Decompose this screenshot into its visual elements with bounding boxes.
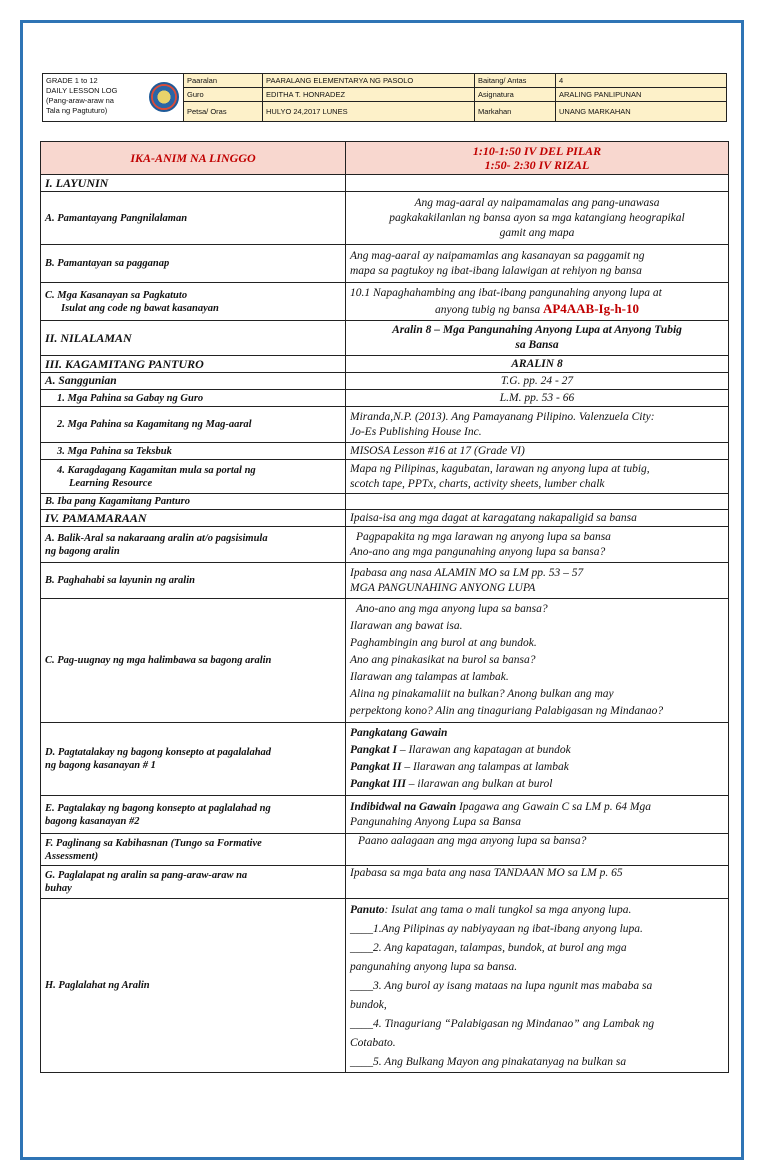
ph-line-2: ____2. Ang kapatagan, talampas, bundok, at burol ang mga: [350, 942, 627, 954]
pc-text-3: Paghambingin ang burol at ang bundok.: [350, 637, 537, 649]
pamamaraan-text: Ipaisa-isa ang mga dagat at karagatang nakapaligid sa bansa: [346, 510, 729, 527]
value-petsa: HULYO 24,2017 LUNES: [263, 102, 475, 122]
nilalaman-text-2: sa Bansa: [515, 339, 559, 351]
pa-label-2: ng bagong aralin: [45, 545, 120, 557]
teksbuk-label: 3. Mga Pahina sa Teksbuk: [41, 443, 346, 460]
pc-text-6: Alina ng pinakamaliit na bulkan? Anong bulkan ang may: [350, 688, 614, 700]
pc-text-2: Ilarawan ang bawat isa.: [350, 620, 463, 632]
s4-text-2: scotch tape, PPTx, charts, activity sheets, lumber chalk: [350, 477, 605, 490]
s2-text-1: Miranda,N.P. (2013). Ang Pamayanang Pilipino. Valenzuela City:: [350, 410, 655, 423]
pf-text: Paano aalagaan ang mga anyong lupa sa bansa?: [346, 834, 729, 866]
pc-text-5: Ilarawan ang talampas at lambak.: [350, 671, 509, 683]
deped-seal-icon: [149, 82, 179, 112]
pe-text-1: Ipagawa ang Gawain C sa LM p. 64 Mga: [456, 800, 651, 813]
pd-label-2: ng bagong kasanayan # 1: [45, 760, 156, 771]
b-text-1: Ang mag-aaral ay naipamamlas ang kasanayan sa paggamit ng: [350, 249, 645, 262]
value-paaralan: PAARALANG ELEMENTARYA NG PASOLO: [263, 74, 475, 88]
kagamitan-text: ARALIN 8: [346, 356, 729, 373]
ph-line-6: ____4. Tinaguriang “Palabigasan ng Mindanao” ang Lambak ng: [350, 1018, 655, 1030]
pg-text: Ipabasa sa mga bata ang nasa TANDAAN MO sa LM p. 65: [346, 866, 729, 899]
panuto-label: Panuto: [350, 904, 385, 916]
pe-label-2: bagong kasanayan #2: [45, 815, 140, 827]
a-text-3: gamit ang mapa: [499, 226, 575, 239]
pa-text-2: Ano-ano ang mga pangunahing anyong lupa sa bansa?: [350, 545, 606, 558]
time-slot-2: 1:50- 2:30 IV RIZAL: [484, 158, 590, 172]
s2-text-2: Jo-Es Publishing House Inc.: [350, 425, 482, 438]
paglalahat-label: H. Paglalahat ng Aralin: [41, 899, 346, 1073]
pangkatang-gawain-title: Pangkatang Gawain: [350, 727, 448, 739]
iba-pang-kagamitan-label: B. Iba pang Kagamitang Panturo: [41, 494, 346, 510]
pc-text-4: Ano ang pinakasikat na burol sa bansa?: [350, 654, 536, 666]
school-block-line-2: DAILY LESSON LOG: [46, 86, 118, 95]
pa-label-1: A. Balik-Aral sa nakaraang aralin at/o pagsisimula: [45, 532, 268, 544]
pg-label-2: buhay: [45, 883, 72, 894]
indibidwal-gawain-label: Indibidwal na Gawain: [350, 800, 457, 813]
school-block-line-1: GRADE 1 to 12: [46, 76, 98, 85]
school-block-line-3: (Pang-araw-araw na: [46, 96, 114, 105]
pag-uugnay-label: C. Pag-uugnay ng mga halimbawa sa bagong aralin: [41, 599, 346, 723]
ph-line-3: pangunahing anyong lupa sa bansa.: [350, 961, 518, 973]
s4-label-1: 4. Karagdagang Kagamitan mula sa portal ng: [57, 464, 256, 476]
pangkat-1-label: Pangkat I: [350, 744, 397, 756]
panuto-text: : Isulat ang tama o mali tungkol sa mga anyong lupa.: [384, 904, 632, 916]
ph-line-7: Cotabato.: [350, 1037, 396, 1049]
teksbuk-text: MISOSA Lesson #16 at 17 (Grade VI): [346, 443, 729, 460]
pangkat-2-label: Pangkat II: [350, 761, 402, 773]
c-label-2: Isulat ang code ng bawat kasanayan: [61, 302, 219, 314]
competency-code: AP4AAB-Ig-h-10: [542, 300, 640, 316]
pa-text-1: Pagpapakita ng mga larawan ng anyong lupa sa bansa: [356, 530, 611, 543]
pangkat-3-text: – ilarawan ang bulkan at burol: [405, 778, 553, 790]
week-heading: IKA-ANIM NA LINGGO: [41, 142, 346, 175]
label-asignatura: Asignatura: [475, 88, 556, 102]
s4-text-1: Mapa ng Pilipinas, kagubatan, larawan ng anyong lupa at tubig,: [350, 462, 650, 475]
a-text-1: Ang mag-aaral ay naipamamalas ang pang-unawasa: [414, 196, 660, 209]
pamamaraan-heading: IV. PAMAMARAAN: [41, 510, 346, 527]
ph-line-4: ____3. Ang burol ay isang mataas na lupa ngunit mas mababa sa: [350, 980, 653, 992]
kagamitan-heading: III. KAGAMITANG PANTURO: [41, 356, 346, 373]
value-markahan: UNANG MARKAHAN: [556, 102, 727, 122]
b-text-2: mapa sa pagtukoy ng ibat-ibang lalawigan at rehiyon ng bansa: [350, 264, 642, 277]
s4-label-2: Learning Resource: [69, 477, 153, 489]
label-guro: Guro: [184, 88, 263, 102]
value-baitang: 4: [556, 74, 727, 88]
label-petsa: Petsa/ Oras: [184, 102, 263, 122]
c-label-1: C. Mga Kasanayan sa Pagkatuto: [45, 289, 188, 301]
pf-label-1: F. Paglinang sa Kabihasnan (Tungo sa Formative: [45, 837, 262, 849]
kagamitan-mag-aaral-label: 2. Mga Pahina sa Kagamitang ng Mag-aaral: [41, 407, 346, 443]
c-text-2: anyong tubig ng bansa: [434, 303, 541, 316]
paghahabi-label: B. Paghahabi sa layunin ng aralin: [41, 563, 346, 599]
pc-text-1: Ano-ano ang mga anyong lupa sa bansa?: [356, 603, 548, 615]
pg-label-1: G. Paglalapat ng aralin sa pang-araw-araw na: [45, 870, 248, 881]
nilalaman-text-1: Aralin 8 – Mga Pangunahing Anyong Lupa at Anyong Tubig: [392, 324, 682, 336]
value-guro: EDITHA T. HONRADEZ: [263, 88, 475, 102]
layunin-heading: I. LAYUNIN: [41, 175, 346, 192]
pf-label-2: Assessment): [45, 850, 99, 862]
pangkat-3-label: Pangkat III: [350, 778, 406, 790]
school-block-line-4: Tala ng Pagtuturo): [46, 106, 108, 115]
ph-line-1: ____1.Ang Pilipinas ay nabiyayaan ng ibat-ibang anyong lupa.: [350, 923, 643, 935]
pb-text-1: Ipabasa ang nasa ALAMIN MO sa LM pp. 53 – 57: [350, 566, 584, 579]
pangkat-2-text: – Ilarawan ang talampas at lambak: [401, 761, 569, 773]
pe-text-2: Pangunahing Anyong Lupa sa Bansa: [350, 815, 522, 828]
ph-line-5: bundok,: [350, 999, 387, 1011]
c-text-1: 10.1 Napaghahambing ang ibat-ibang pangunahing anyong lupa at: [350, 286, 662, 299]
pangkat-1-text: – Ilarawan ang kapatagan at bundok: [396, 744, 571, 756]
a-text-2: pagkakakilanlan ng bansa ayon sa mga katangiang heograpikal: [389, 211, 685, 224]
ph-line-8: ____5. Ang Bulkang Mayon ang pinakatanyag na bulkan sa: [350, 1056, 627, 1068]
label-paaralan: Paaralan: [184, 74, 263, 88]
value-asignatura: ARALING PANLIPUNAN: [556, 88, 727, 102]
pb-text-2: MGA PANGUNAHING ANYONG LUPA: [350, 581, 536, 594]
lesson-table: [40, 141, 729, 1073]
gabay-guro-label: 1. Mga Pahina sa Gabay ng Guro: [41, 390, 346, 407]
sanggunian-heading: A. Sanggunian: [41, 373, 346, 390]
label-baitang: Baitang/ Antas: [475, 74, 556, 88]
header-table: [42, 73, 727, 122]
pd-label-1: D. Pagtatalakay ng bagong konsepto at pagalalahad: [45, 747, 272, 758]
lm-text: L.M. pp. 53 - 66: [346, 390, 729, 407]
pamantayang-pangnilalaman-label: A. Pamantayang Pangnilalaman: [41, 192, 346, 245]
pamantayan-pagganap-label: B. Pamantayan sa pagganap: [41, 245, 346, 283]
tg-text: T.G. pp. 24 - 27: [346, 373, 729, 390]
pe-label-1: E. Pagtalakay ng bagong konsepto at paglalahad ng: [45, 802, 271, 814]
nilalaman-heading: II. NILALAMAN: [41, 321, 346, 356]
pc-text-7: perpektong kono? Alin ang tinaguriang Palabigasan ng Mindanao?: [350, 705, 664, 717]
label-markahan: Markahan: [475, 102, 556, 122]
time-slot-1: 1:10-1:50 IV DEL PILAR: [472, 144, 602, 158]
